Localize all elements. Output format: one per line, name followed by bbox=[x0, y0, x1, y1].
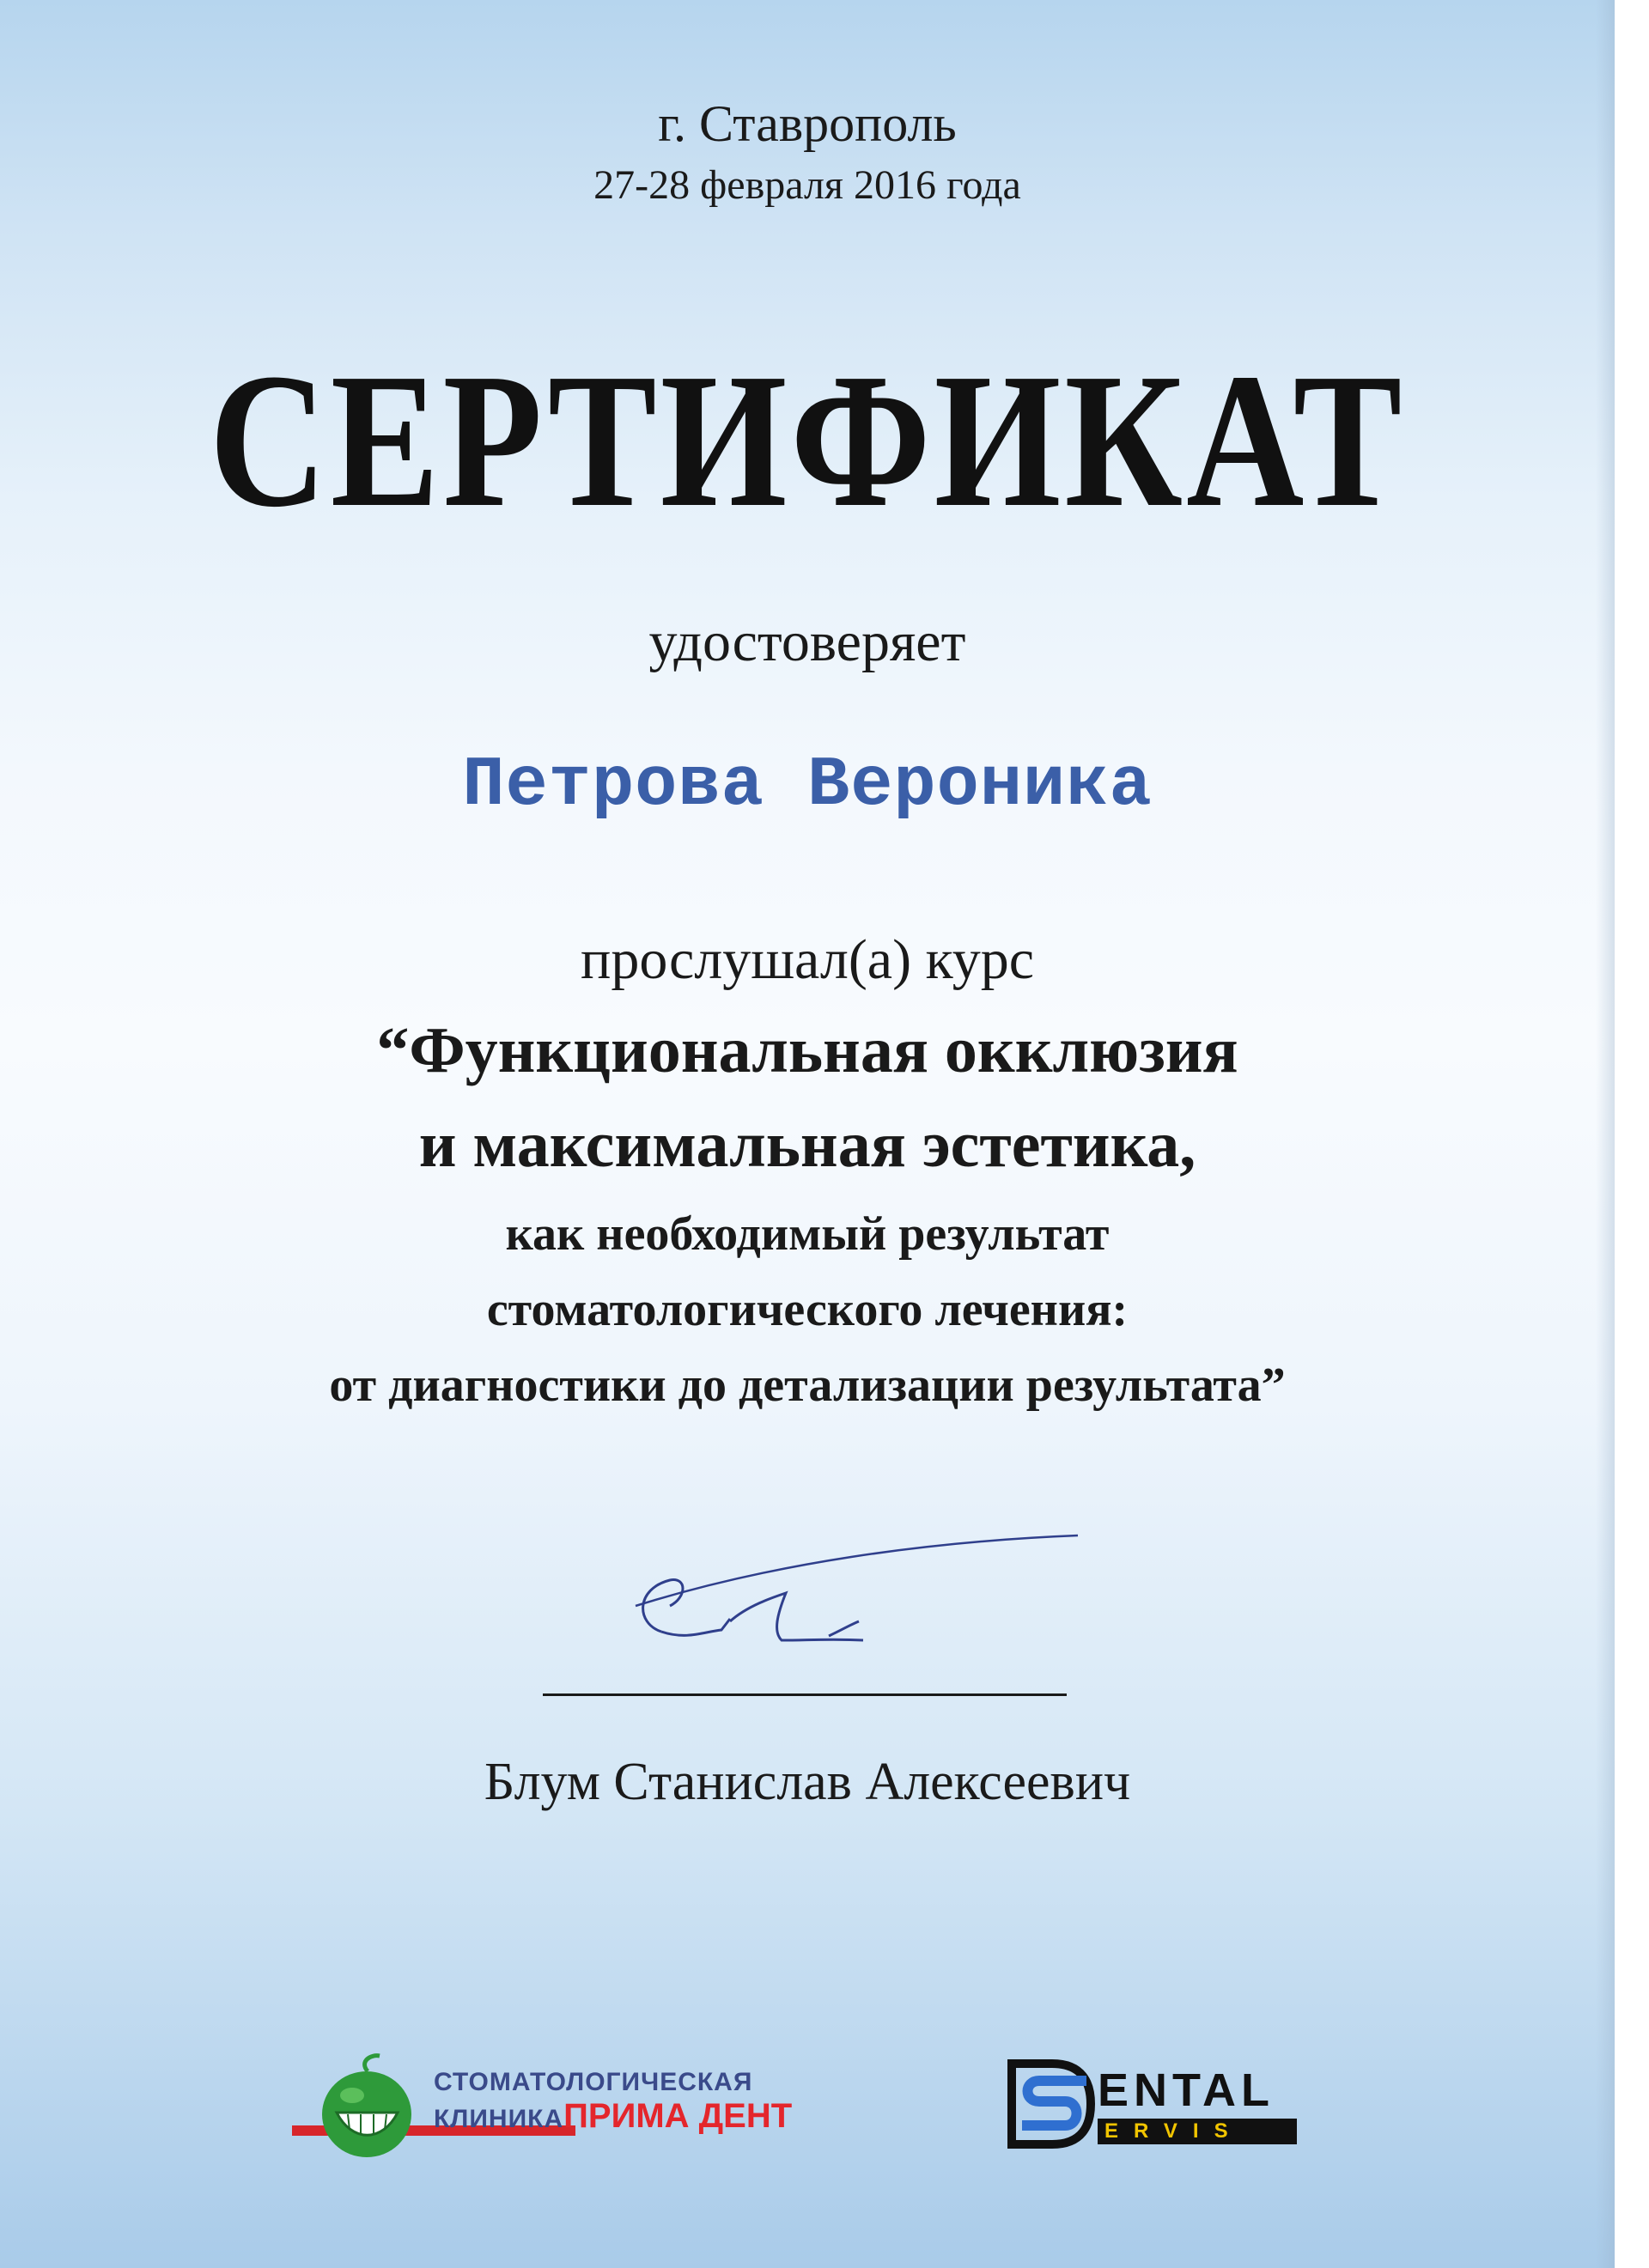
apple-smile-icon bbox=[318, 2052, 417, 2160]
date-text: 27-28 февраля 2016 года bbox=[593, 162, 1021, 208]
logo-ental-word: ENTAL bbox=[1098, 2064, 1275, 2116]
course-line: как необходимый результат bbox=[505, 1207, 1110, 1261]
logo-clinic-word: КЛИНИКА bbox=[434, 2105, 564, 2133]
prima-dent-logo bbox=[292, 2052, 793, 2164]
certificate-title: СЕРТИФИКАТ bbox=[209, 334, 1406, 548]
dental-servis-logo bbox=[1005, 2057, 1305, 2151]
course-line: и максимальная эстетика, bbox=[418, 1109, 1196, 1181]
city-text: г. Ставрополь bbox=[658, 95, 957, 152]
logo-text-line2 bbox=[434, 2097, 792, 2136]
dental-servis-logo-icon bbox=[1005, 2057, 1099, 2151]
attended-text: прослушал(а) курс bbox=[581, 928, 1034, 991]
certifies-text: удостоверяет bbox=[648, 611, 966, 673]
signer-name: Блум Станислав Алексеевич bbox=[484, 1753, 1131, 1811]
course-line: “Функциональная окклюзия bbox=[376, 1014, 1238, 1086]
logo-text-line1: СТОМАТОЛОГИЧЕСКАЯ bbox=[434, 2068, 753, 2096]
course-line: от диагностики до детализации результата” bbox=[329, 1359, 1286, 1412]
logo-brand-name: ПРИМА ДЕНТ bbox=[563, 2097, 793, 2135]
logo-servis-bar: ERVIS bbox=[1098, 2119, 1297, 2144]
recipient-name: Петрова Вероника bbox=[462, 745, 1153, 825]
course-line: стоматологического лечения: bbox=[486, 1283, 1129, 1336]
handwritten-signature bbox=[601, 1520, 1082, 1692]
signature-line bbox=[543, 1693, 1067, 1696]
